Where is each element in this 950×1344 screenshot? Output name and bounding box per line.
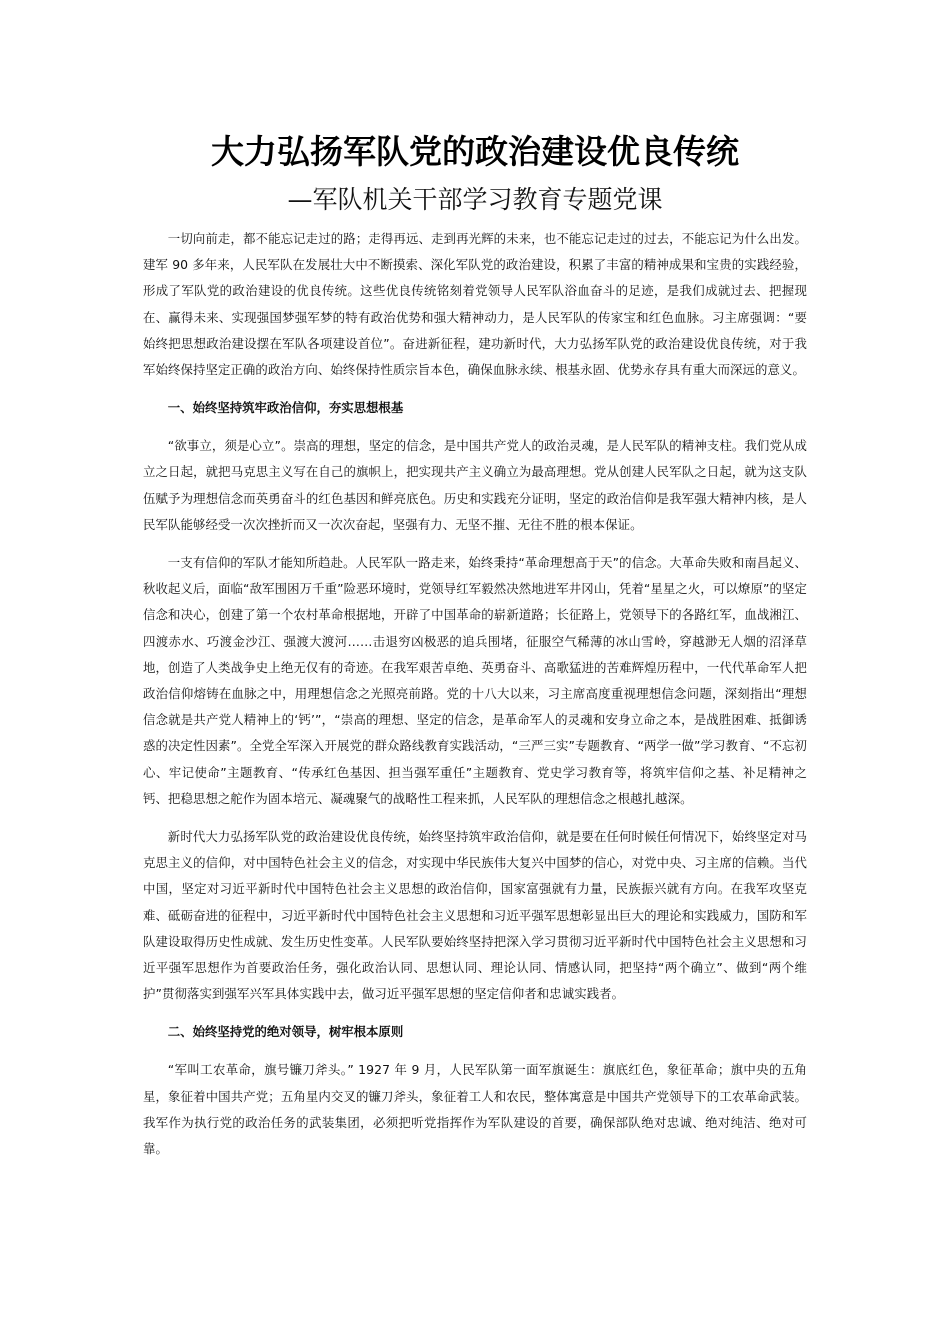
body-paragraph: “欲事立，须是心立”。崇高的理想，坚定的信念，是中国共产党人的政治灵魂，是人民军队的精神支柱。我们党从成立之日起，就把马克思主义写在自己的旗帜上，把实现共产主义确立为最高理想。党从创建人民军队之日起，就为这支队伍赋予为理想信念而英勇奋斗的红色基因和鲜亮底色。历史和实践充分证明，坚定的政治信仰是我军强大精神内核，是人民军队能够经受一次次挫折而又一次次奋起，坚强有力、无坚不摧、无往不胜的根本保证。: [143, 438, 807, 532]
section-1: [143, 395, 807, 1007]
intro-paragraph: 一切向前走，都不能忘记走过的路；走得再远、走到再光辉的未来，也不能忘记走过的过去，不能忘记为什么出发。建军 90 多年来，人民军队在发展壮大中不断摸索、深化军队党的政治建设，积累了丰富的精神成果和宝贵的实践经验，形成了军队党的政治建设的优良传统。这些优良传统铭刻着党领导人民军队浴血奋斗的足迹，是我们成就过去、把握现在、赢得未来、实现强国梦强军梦的特有政治优势和强大精神动力，是人民军队的传家宝和红色血脉。习主席强调：“要始终把思想政治建设摆在军队各项建设首位”。奋进新征程，建功新时代，大力弘扬军队党的政治建设优良传统，对于我军始终保持坚定正确的政治方向、始终保持性质宗旨本色，确保血脉永续、根基永固、优势永存具有重大而深远的意义。: [143, 231, 807, 378]
body-paragraph: 新时代大力弘扬军队党的政治建设优良传统，始终坚持筑牢政治信仰，就是要在任何时候任何情况下，始终坚定对马克思主义的信仰，对中国特色社会主义的信念，对实现中华民族伟大复兴中国梦的信心，对党中央、习主席的信赖。当代中国，坚定对习近平新时代中国特色社会主义思想的政治信仰，国家富强就有力量，民族振兴就有方向。在我军攻坚克难、砥砺奋进的征程中，习近平新时代中国特色社会主义思想和习近平强军思想彰显出巨大的理论和实践威力，国防和军队建设取得历史性成就、发生历史性变革。人民军队要始终坚持把深入学习贯彻习近平新时代中国特色社会主义思想和习近平强军思想作为首要政治任务，强化政治认同、思想认同、理论认同、情感认同，把坚持“两个确立”、做到“两个维护”贯彻落实到强军兴军具体实践中去，做习近平强军思想的坚定信仰者和忠诚实践者。: [143, 829, 807, 1002]
document-page: [143, 128, 807, 1162]
body-paragraph: “军叫工农革命，旗号镰刀斧头。” 1927 年 9 月，人民军队第一面军旗诞生：旗底红色，象征革命；旗中央的五角星，象征着中国共产党；五角星内交叉的镰刀斧头，象征着工人和农民，整体寓意是中国共产党领导下的工农革命武装。我军作为执行党的政治任务的武装集团，必须把听党指挥作为军队建设的首要，确保部队绝对忠诚、绝对纯洁、绝对可靠。: [143, 1062, 807, 1157]
document-subtitle: —军队机关干部学习教育专题党课: [287, 185, 663, 214]
section-heading: 一、始终坚持筑牢政治信仰，夯实思想根基: [167, 400, 404, 416]
document-title: 大力弘扬军队党的政治建设优良传统: [211, 132, 739, 171]
section-heading: 二、始终坚持党的绝对领导，树牢根本原则: [167, 1024, 404, 1040]
section-2: [143, 1019, 807, 1162]
body-paragraph: 一支有信仰的军队才能知所趋赴。人民军队一路走来，始终秉持“革命理想高于天”的信念。大革命失败和南昌起义、秋收起义后，面临“敌军围困万千重”险恶环境时，党领导红军毅然决然地进军井冈山，凭着“星星之火，可以燎原”的坚定信念和决心，创建了第一个农村革命根据地，开辟了中国革命的崭新道路；长征路上，党领导下的各路红军，血战湘江、四渡赤水、巧渡金沙江、强渡大渡河……击退穷凶极恶的追兵围堵，征服空气稀薄的冰山雪岭，穿越渺无人烟的沼泽草地，创造了人类战争史上绝无仅有的奇迹。在我军艰苦卓绝、英勇奋斗、高歌猛进的苦难辉煌历程中，一代代革命军人把政治信仰熔铸在血脉之中，用理想信念之光照亮前路。党的十八大以来，习主席高度重视理想信念问题，深刻指出“理想信念就是共产党人精神上的‘钙’”，“崇高的理想、坚定的信念，是革命军人的灵魂和安身立命之本，是战胜困难、抵御诱惑的决定性因素”。全党全军深入开展党的群众路线教育实践活动，“三严三实”专题教育、“两学一做”学习教育、“不忘初心、牢记使命”主题教育、“传承红色基因、担当强军重任”主题教育、党史学习教育等，将筑牢信仰之基、补足精神之钙、把稳思想之舵作为固本培元、凝魂聚气的战略性工程来抓，人民军队的理想信念之根越扎越深。: [143, 555, 807, 806]
